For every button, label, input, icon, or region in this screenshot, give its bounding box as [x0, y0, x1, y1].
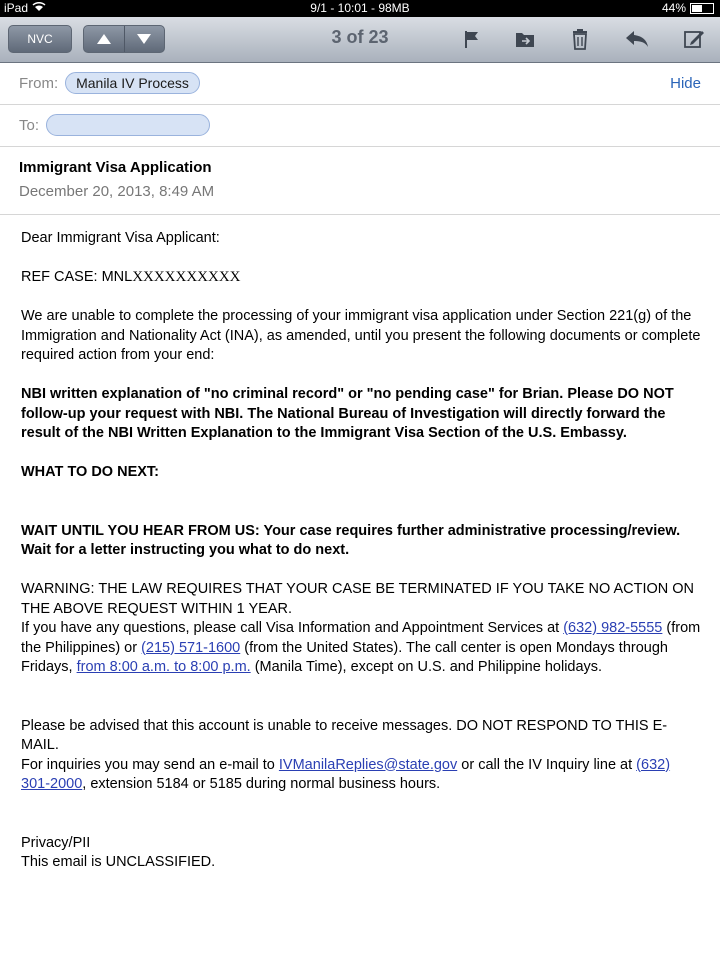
previous-message-button[interactable]: [84, 26, 124, 52]
message-counter: 3 of 23: [331, 27, 389, 47]
message-subject: Immigrant Visa Application: [19, 159, 212, 176]
privacy-label: Privacy/PII: [21, 834, 91, 851]
mailbox-back-button[interactable]: NVC: [8, 25, 72, 53]
carrier-label: iPad: [4, 1, 46, 15]
battery-icon: [690, 3, 714, 14]
warning-paragraph: WARNING: THE LAW REQUIRES THAT YOUR CASE BE TERMINATED IF YOU TAKE NO ACTION ON THE ABOVE REQUEST WITHIN 1 YEAR.: [21, 581, 695, 617]
paragraph-nbi: NBI written explanation of "no criminal record" or "no pending case" for Brian. Please DO NOT follow-up your request with NBI. The National Bureau of Investigation will directly forward the result of the NBI Written Explanation to the Immigrant Visa Section of the U.S. Embassy.: [21, 386, 674, 441]
message-body: [21, 229, 701, 873]
from-row: [0, 62, 720, 105]
greeting: Dear Immigrant Visa Applicant:: [21, 230, 220, 246]
paragraph-section-221g: We are unable to complete the processing of your immigrant visa application under Section 221(g) of the Immigration and Nationality Act (INA), as amended, until you present the following documents or complete required action from your end:: [21, 308, 701, 363]
subject-block: [0, 146, 720, 215]
us-phone-link[interactable]: (215) 571-1600: [141, 639, 241, 656]
reply-icon[interactable]: [624, 26, 650, 52]
email-link[interactable]: IVManilaReplies@state.gov: [278, 756, 458, 773]
sender-chip[interactable]: Manila IV Process: [65, 72, 200, 94]
arrow-up-icon: [96, 33, 112, 45]
questions-paragraph: If you have any questions, please call Visa Information and Appointment Services at (632) 982-5555 (from the Philippines) or (215) 571-1600 (from the United States). The call center is open Mondays through Fridays, from 8:00 a.m. to 8:00 p.m. (Manila Time), except on U.S. and Philippine holidays.: [21, 620, 701, 675]
what-to-do-next-heading: WHAT TO DO NEXT:: [21, 464, 160, 480]
wait-paragraph: WAIT UNTIL YOU HEAR FROM US: Your case requires further administrative processing/review. Wait for a letter instructing you what to do next.: [21, 522, 681, 558]
recipient-chip[interactable]: [46, 114, 210, 136]
battery-indicator: [662, 1, 714, 15]
compose-icon[interactable]: [681, 26, 707, 52]
inquiry-phone-link[interactable]: (632) 301-2000: [21, 756, 671, 792]
battery-percent: 44%: [661, 1, 686, 15]
arrow-down-icon: [136, 33, 152, 45]
inquiries-paragraph: For inquiries you may send an e-mail to IVManilaReplies@state.gov or call the IV Inquiry line at (632) 301-2000, extension 5184 or 5185 during normal business hours.: [21, 756, 671, 792]
status-bar: [0, 0, 720, 17]
classification-label: This email is UNCLASSIFIED.: [21, 854, 216, 870]
message-nav-buttons: [83, 25, 165, 53]
hours-link[interactable]: from 8:00 a.m. to 8:00 p.m.: [76, 659, 251, 675]
move-folder-icon[interactable]: [512, 26, 538, 52]
to-label: To:: [19, 117, 40, 134]
to-row: [0, 104, 720, 147]
next-message-button[interactable]: [124, 26, 165, 52]
flag-icon[interactable]: [459, 26, 485, 52]
hide-details-link[interactable]: Hide: [670, 75, 701, 92]
mail-toolbar: [0, 17, 720, 63]
ref-case: REF CASE: MNLXXXXXXXXXX: [21, 269, 241, 285]
status-center-text: 9/1 - 10:01 - 98MB: [310, 1, 410, 15]
from-label: From:: [19, 75, 59, 92]
trash-icon[interactable]: [567, 26, 593, 52]
message-date: December 20, 2013, 8:49 AM: [19, 183, 215, 200]
no-reply-notice: Please be advised that this account is unable to receive messages. DO NOT RESPOND TO THIS E-MAIL.: [21, 717, 668, 753]
philippines-phone-link[interactable]: (632) 982-5555: [563, 620, 663, 636]
